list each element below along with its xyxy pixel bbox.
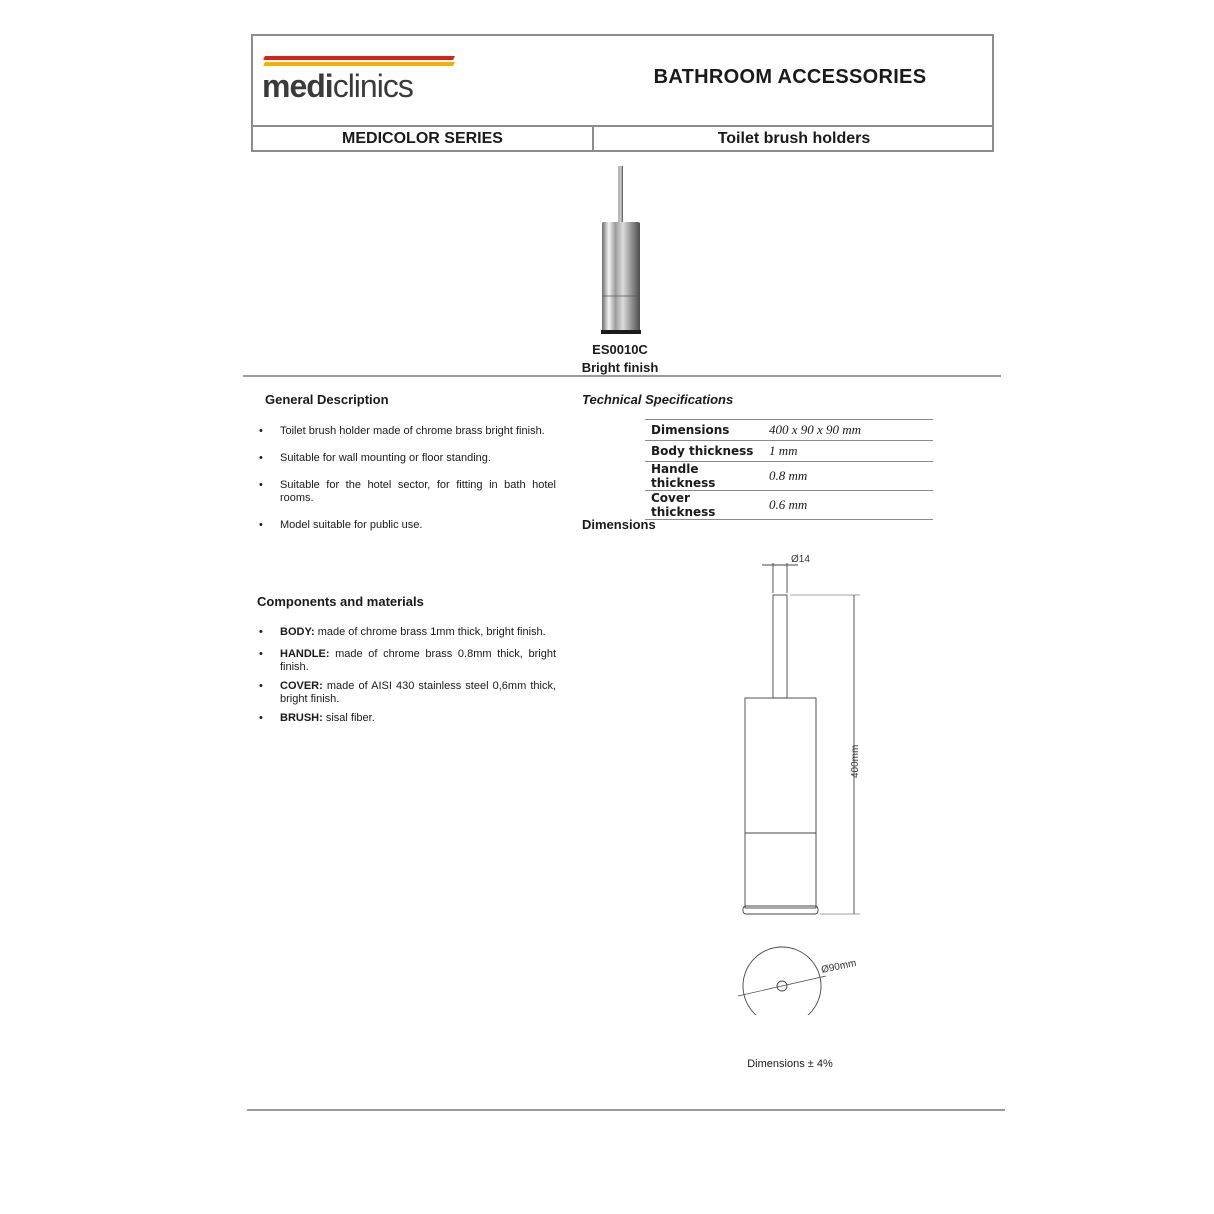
spec-value: 400 x 90 x 90 mm [763,420,933,441]
brand-logo [262,54,462,110]
section-divider-bottom [247,1109,1005,1111]
table-row [645,462,933,491]
logo-text [262,68,413,105]
product-finish: Bright finish [581,360,659,375]
logo-text-bold: medi [262,68,333,104]
drawing-handle [773,595,787,698]
component-label: COVER: [280,680,323,692]
spec-value: 0.8 mm [763,462,933,491]
list-item [257,648,556,674]
component-text: sisal fiber. [322,712,375,724]
component-label: HANDLE: [280,648,330,660]
technical-specifications-title: Technical Specifications [582,392,734,407]
spec-table [645,419,933,520]
spec-value: 0.6 mm [763,491,933,520]
dimension-drawing [700,545,900,1015]
section-divider-top [243,375,1001,377]
component-text: made of AISI 430 stainless steel 0,6mm thick, bright finish. [280,680,556,705]
drawing-body [745,698,816,908]
product-handle [618,166,623,226]
list-item [257,712,556,725]
product-code: ES0010C [592,342,648,357]
tolerance-note: Dimensions ± 4% [747,1058,833,1070]
spec-key: Dimensions [645,420,763,441]
general-description-list [257,425,556,532]
product-image [596,160,646,340]
list-item: • Suitable for the hotel sector, for fitting in bath hotel rooms. [257,479,556,505]
component-text: made of chrome brass 1mm thick, bright finish. [314,626,546,638]
product-category: Toilet brush holders [717,130,871,147]
product-base [601,330,641,334]
component-label: BODY: [280,626,315,638]
base-diameter-label: Ø90mm [820,957,858,976]
list-item: • Suitable for wall mounting or floor standing. [257,452,556,465]
spec-key: Body thickness [645,441,763,462]
drawing-base [743,906,818,914]
table-row [645,420,933,441]
series-name: MEDICOLOR SERIES [342,130,503,147]
general-description-title: General Description [265,392,389,407]
list-item [257,680,556,706]
logo-yellow-stripe [263,62,455,66]
spec-value: 1 mm [763,441,933,462]
product-caption [560,341,680,377]
table-row [645,491,933,520]
list-item [257,626,556,639]
component-label: BRUSH: [280,712,323,724]
spec-key: Cover thickness [645,491,763,520]
product-body [602,222,640,332]
list-item: • Model suitable for public use. [257,519,556,532]
height-label: 400mm [850,744,861,778]
component-text: made of chrome brass 0.8mm thick, bright finish. [280,648,556,673]
handle-diameter-label: Ø14 [791,554,810,565]
components-title: Components and materials [257,594,424,609]
components-list [257,626,556,725]
document-title: BATHROOM ACCESSORIES [653,66,927,88]
table-row [645,441,933,462]
base-diameter-dim-line [738,976,826,996]
header-divider [251,125,994,127]
dimensions-title: Dimensions [582,517,656,532]
spec-key: Handle thickness [645,462,763,491]
logo-text-light: clinics [332,68,413,104]
list-item: • Toilet brush holder made of chrome brass bright finish. [257,425,556,438]
logo-red-stripe [263,56,455,60]
